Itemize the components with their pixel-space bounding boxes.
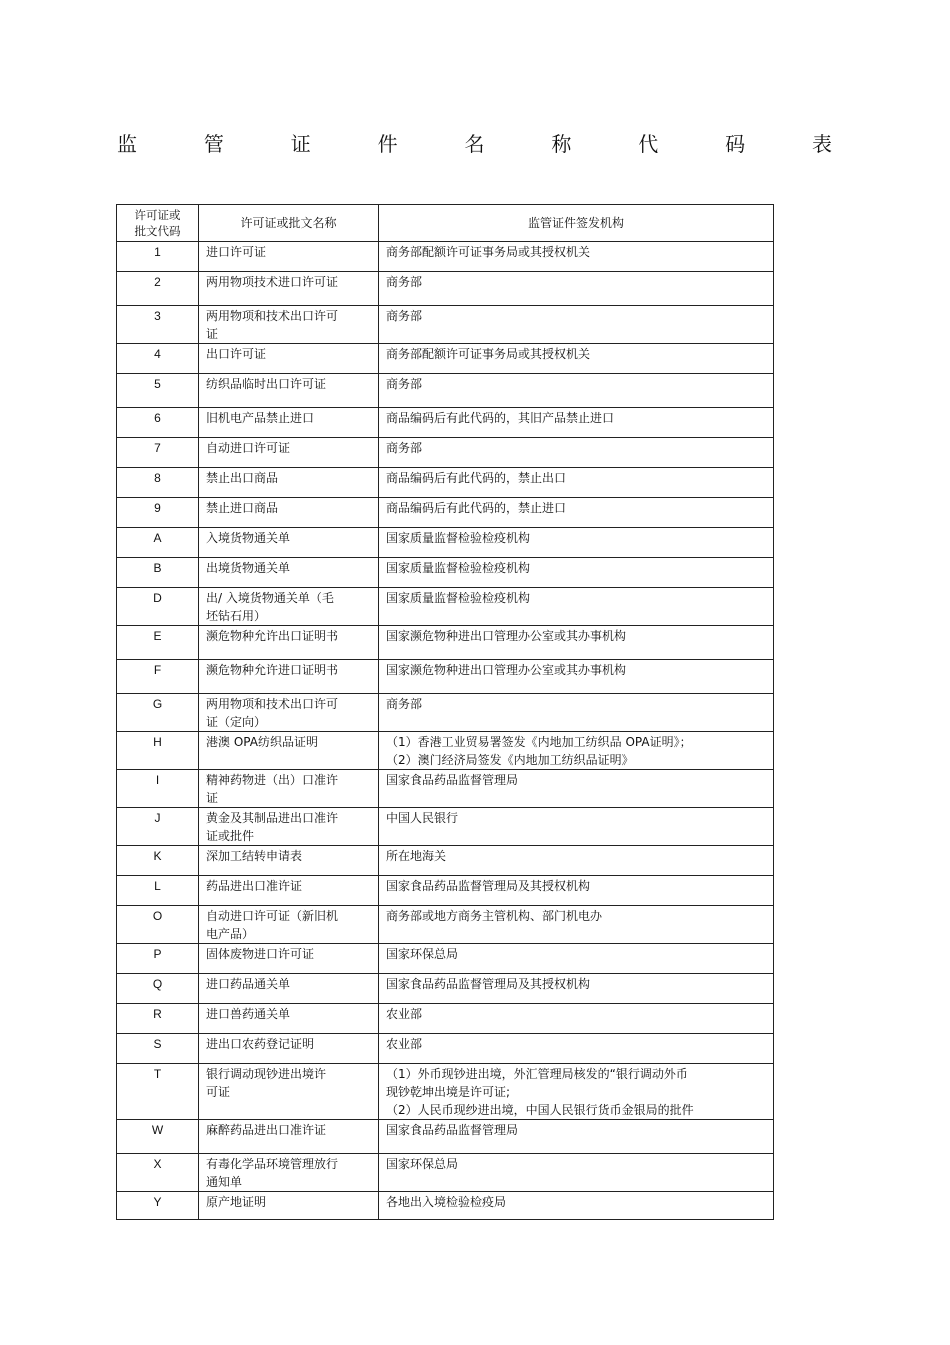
table-row xyxy=(117,468,774,498)
row-issuer-line: 国家濒危物种进出口管理办公室或其办事机构 xyxy=(386,663,627,677)
row-issuer-line: （2）澳门经济局签发《内地加工纺织品证明》 xyxy=(386,753,634,767)
row-name-line: 两用物项和技术出口许可 xyxy=(206,309,339,323)
row-issuer xyxy=(379,1004,774,1034)
row-issuer xyxy=(379,374,774,408)
title-char: 表 xyxy=(812,132,832,156)
row-name-line: 禁止进口商品 xyxy=(206,501,279,515)
row-issuer-line: 所在地海关 xyxy=(386,849,447,863)
row-name xyxy=(199,498,379,528)
row-issuer-line: 商务部配额许可证事务局或其授权机关 xyxy=(386,245,591,259)
row-issuer-line: 国家环保总局 xyxy=(386,947,459,961)
row-issuer-line: 商务部 xyxy=(386,309,423,323)
table-row xyxy=(117,770,774,808)
table-row xyxy=(117,1064,774,1120)
row-code: Y xyxy=(117,1192,199,1220)
header-code: 许可证或 批文代码 xyxy=(117,205,199,242)
row-name-line: 通知单 xyxy=(206,1175,243,1189)
row-name xyxy=(199,1192,379,1220)
page-title xyxy=(117,128,832,157)
row-issuer xyxy=(379,242,774,272)
row-code: J xyxy=(117,808,199,846)
table-row xyxy=(117,944,774,974)
row-issuer-line: 国家质量监督检验检疫机构 xyxy=(386,561,531,575)
row-code: E xyxy=(117,626,199,660)
row-issuer-line: 国家食品药品监督管理局 xyxy=(386,773,519,787)
row-issuer-line: 商品编码后有此代码的，禁止进口 xyxy=(386,501,567,515)
row-code: T xyxy=(117,1064,199,1120)
row-issuer-line: （2）人民币现纱进出境，中国人民银行货币金银局的批件 xyxy=(386,1103,694,1117)
row-issuer xyxy=(379,626,774,660)
row-name xyxy=(199,944,379,974)
row-code: X xyxy=(117,1154,199,1192)
row-code: A xyxy=(117,528,199,558)
row-issuer xyxy=(379,468,774,498)
row-name xyxy=(199,732,379,770)
row-name xyxy=(199,876,379,906)
row-issuer-line: 商务部或地方商务主管机构、部门机电办 xyxy=(386,909,603,923)
table-row xyxy=(117,906,774,944)
row-code: B xyxy=(117,558,199,588)
row-issuer xyxy=(379,694,774,732)
row-issuer xyxy=(379,408,774,438)
title-char: 证 xyxy=(290,132,311,156)
row-name-line: 电产品） xyxy=(206,927,255,941)
title-char: 代 xyxy=(638,132,659,156)
row-name xyxy=(199,528,379,558)
row-issuer-line: 商品编码后有此代码的，禁止出口 xyxy=(386,471,567,485)
table-row xyxy=(117,1034,774,1064)
row-name-line: 出/ 入境货物通关单（毛 xyxy=(206,591,334,605)
row-name xyxy=(199,408,379,438)
row-issuer xyxy=(379,732,774,770)
row-code: 6 xyxy=(117,408,199,438)
row-name-line: 坯钻石用） xyxy=(206,609,267,623)
row-name-line: 自动进口许可证 xyxy=(206,441,291,455)
row-name xyxy=(199,306,379,344)
row-issuer-line: （1）外币现钞进出境，外汇管理局核发的“银行调动外币 xyxy=(386,1067,688,1081)
row-code: P xyxy=(117,944,199,974)
row-name xyxy=(199,272,379,306)
table-row xyxy=(117,1192,774,1220)
row-name-line: 药品进出口准许证 xyxy=(206,879,303,893)
title-char: 码 xyxy=(725,132,746,156)
table-row xyxy=(117,1120,774,1154)
row-code: 4 xyxy=(117,344,199,374)
row-code: L xyxy=(117,876,199,906)
row-code: 9 xyxy=(117,498,199,528)
row-name xyxy=(199,694,379,732)
row-name-line: 精神药物进（出）口准许 xyxy=(206,773,339,787)
row-name-line: 有毒化学品环境管理放行 xyxy=(206,1157,339,1171)
row-issuer xyxy=(379,906,774,944)
table-row xyxy=(117,344,774,374)
row-name xyxy=(199,242,379,272)
row-issuer xyxy=(379,272,774,306)
table-row xyxy=(117,1154,774,1192)
row-name xyxy=(199,1004,379,1034)
row-name xyxy=(199,374,379,408)
row-issuer-line: 农业部 xyxy=(386,1037,423,1051)
row-issuer-line: 国家濒危物种进出口管理办公室或其办事机构 xyxy=(386,629,627,643)
table-header-row xyxy=(117,205,774,242)
row-name-line: 港澳 OPA纺织品证明 xyxy=(206,735,318,749)
header-issuer: 监管证件签发机构 xyxy=(379,205,774,242)
row-issuer xyxy=(379,1154,774,1192)
row-name-line: 证 xyxy=(206,327,219,341)
row-name xyxy=(199,770,379,808)
row-issuer xyxy=(379,1034,774,1064)
row-issuer xyxy=(379,588,774,626)
row-name xyxy=(199,438,379,468)
row-name-line: 出境货物通关单 xyxy=(206,561,291,575)
table-row xyxy=(117,846,774,876)
row-issuer xyxy=(379,528,774,558)
row-issuer-line: 商务部配额许可证事务局或其授权机关 xyxy=(386,347,591,361)
row-name-line: 入境货物通关单 xyxy=(206,531,291,545)
table-row xyxy=(117,408,774,438)
row-code: D xyxy=(117,588,199,626)
row-name-line: 银行调动现钞进出境许 xyxy=(206,1067,327,1081)
row-name-line: 证或批件 xyxy=(206,829,255,843)
row-name-line: 进出口农药登记证明 xyxy=(206,1037,315,1051)
title-char: 监 xyxy=(117,132,137,156)
row-name xyxy=(199,660,379,694)
row-issuer-line: 现钞乾坤出境是许可证; xyxy=(386,1085,511,1099)
row-name-line: 可证 xyxy=(206,1085,231,1099)
row-name-line: 黄金及其制品进出口准许 xyxy=(206,811,339,825)
row-name xyxy=(199,626,379,660)
row-code: F xyxy=(117,660,199,694)
table-row xyxy=(117,374,774,408)
title-char: 件 xyxy=(377,132,398,156)
row-code: Q xyxy=(117,974,199,1004)
row-code: H xyxy=(117,732,199,770)
row-code: 3 xyxy=(117,306,199,344)
row-code: R xyxy=(117,1004,199,1034)
table-row xyxy=(117,660,774,694)
regulatory-certificate-table xyxy=(116,204,774,1220)
row-name xyxy=(199,846,379,876)
row-issuer-line: 国家食品药品监督管理局及其授权机构 xyxy=(386,977,591,991)
row-name-line: 进口兽药通关单 xyxy=(206,1007,291,1021)
row-issuer xyxy=(379,770,774,808)
row-issuer-line: 农业部 xyxy=(386,1007,423,1021)
table-row xyxy=(117,242,774,272)
row-name-line: 濒危物种允许出口证明书 xyxy=(206,629,339,643)
row-issuer-line: 商务部 xyxy=(386,377,423,391)
header-name: 许可证或批文名称 xyxy=(199,205,379,242)
row-name-line: 进口药品通关单 xyxy=(206,977,291,991)
row-name xyxy=(199,344,379,374)
row-name-line: 禁止出口商品 xyxy=(206,471,279,485)
row-name-line: 旧机电产品禁止进口 xyxy=(206,411,315,425)
row-issuer xyxy=(379,306,774,344)
table-row xyxy=(117,558,774,588)
row-issuer-line: （1）香港工业贸易署签发《内地加工纺织品 OPA证明》； xyxy=(386,735,692,749)
table-row xyxy=(117,974,774,1004)
row-code: W xyxy=(117,1120,199,1154)
row-code: 8 xyxy=(117,468,199,498)
row-name xyxy=(199,588,379,626)
row-issuer-line: 各地出入境检验检疫局 xyxy=(386,1195,507,1209)
row-issuer-line: 商品编码后有此代码的，其旧产品禁止进口 xyxy=(386,411,615,425)
row-issuer xyxy=(379,808,774,846)
row-issuer xyxy=(379,1064,774,1120)
row-name-line: 自动进口许可证（新旧机 xyxy=(206,909,339,923)
row-name-line: 深加工结转申请表 xyxy=(206,849,303,863)
row-name-line: 进口许可证 xyxy=(206,245,267,259)
row-issuer-line: 国家食品药品监督管理局 xyxy=(386,1123,519,1137)
row-issuer xyxy=(379,1120,774,1154)
row-name xyxy=(199,1120,379,1154)
row-name-line: 两用物项技术进口许可证 xyxy=(206,275,339,289)
row-name-line: 麻醉药品进出口准许证 xyxy=(206,1123,327,1137)
row-name-line: 出口许可证 xyxy=(206,347,267,361)
row-code: O xyxy=(117,906,199,944)
row-code: 2 xyxy=(117,272,199,306)
row-name xyxy=(199,906,379,944)
row-name xyxy=(199,468,379,498)
row-issuer-line: 商务部 xyxy=(386,441,423,455)
row-name-line: 纺织品临时出口许可证 xyxy=(206,377,327,391)
table-row xyxy=(117,694,774,732)
row-issuer xyxy=(379,660,774,694)
row-issuer-line: 国家环保总局 xyxy=(386,1157,459,1171)
row-code: I xyxy=(117,770,199,808)
row-issuer xyxy=(379,1192,774,1220)
table-row xyxy=(117,808,774,846)
table-row xyxy=(117,306,774,344)
table-row xyxy=(117,438,774,468)
row-name-line: 原产地证明 xyxy=(206,1195,267,1209)
table-row xyxy=(117,876,774,906)
row-issuer-line: 商务部 xyxy=(386,275,423,289)
title-char: 称 xyxy=(551,132,572,156)
row-name-line: 证 xyxy=(206,791,219,805)
row-issuer-line: 国家质量监督检验检疫机构 xyxy=(386,591,531,605)
row-issuer-line: 商务部 xyxy=(386,697,423,711)
row-issuer xyxy=(379,498,774,528)
row-issuer xyxy=(379,846,774,876)
row-code: 1 xyxy=(117,242,199,272)
table-row xyxy=(117,626,774,660)
row-issuer xyxy=(379,876,774,906)
row-code: G xyxy=(117,694,199,732)
table-row xyxy=(117,528,774,558)
row-name xyxy=(199,558,379,588)
row-name xyxy=(199,1034,379,1064)
row-issuer-line: 国家食品药品监督管理局及其授权机构 xyxy=(386,879,591,893)
row-name-line: 证（定向） xyxy=(206,715,267,729)
table-row xyxy=(117,1004,774,1034)
row-name xyxy=(199,1064,379,1120)
row-issuer xyxy=(379,974,774,1004)
row-name xyxy=(199,1154,379,1192)
title-char: 名 xyxy=(464,132,485,156)
row-issuer-line: 中国人民银行 xyxy=(386,811,459,825)
row-issuer xyxy=(379,344,774,374)
row-issuer xyxy=(379,558,774,588)
row-code: K xyxy=(117,846,199,876)
row-name-line: 两用物项和技术出口许可 xyxy=(206,697,339,711)
table-row xyxy=(117,588,774,626)
table-row xyxy=(117,272,774,306)
row-name-line: 固体废物进口许可证 xyxy=(206,947,315,961)
table-row xyxy=(117,498,774,528)
row-code: S xyxy=(117,1034,199,1064)
title-char: 管 xyxy=(203,132,224,156)
row-issuer xyxy=(379,944,774,974)
row-issuer-line: 国家质量监督检验检疫机构 xyxy=(386,531,531,545)
row-code: 5 xyxy=(117,374,199,408)
row-issuer xyxy=(379,438,774,468)
row-name xyxy=(199,808,379,846)
row-name xyxy=(199,974,379,1004)
row-name-line: 濒危物种允许进口证明书 xyxy=(206,663,339,677)
table-row xyxy=(117,732,774,770)
row-code: 7 xyxy=(117,438,199,468)
